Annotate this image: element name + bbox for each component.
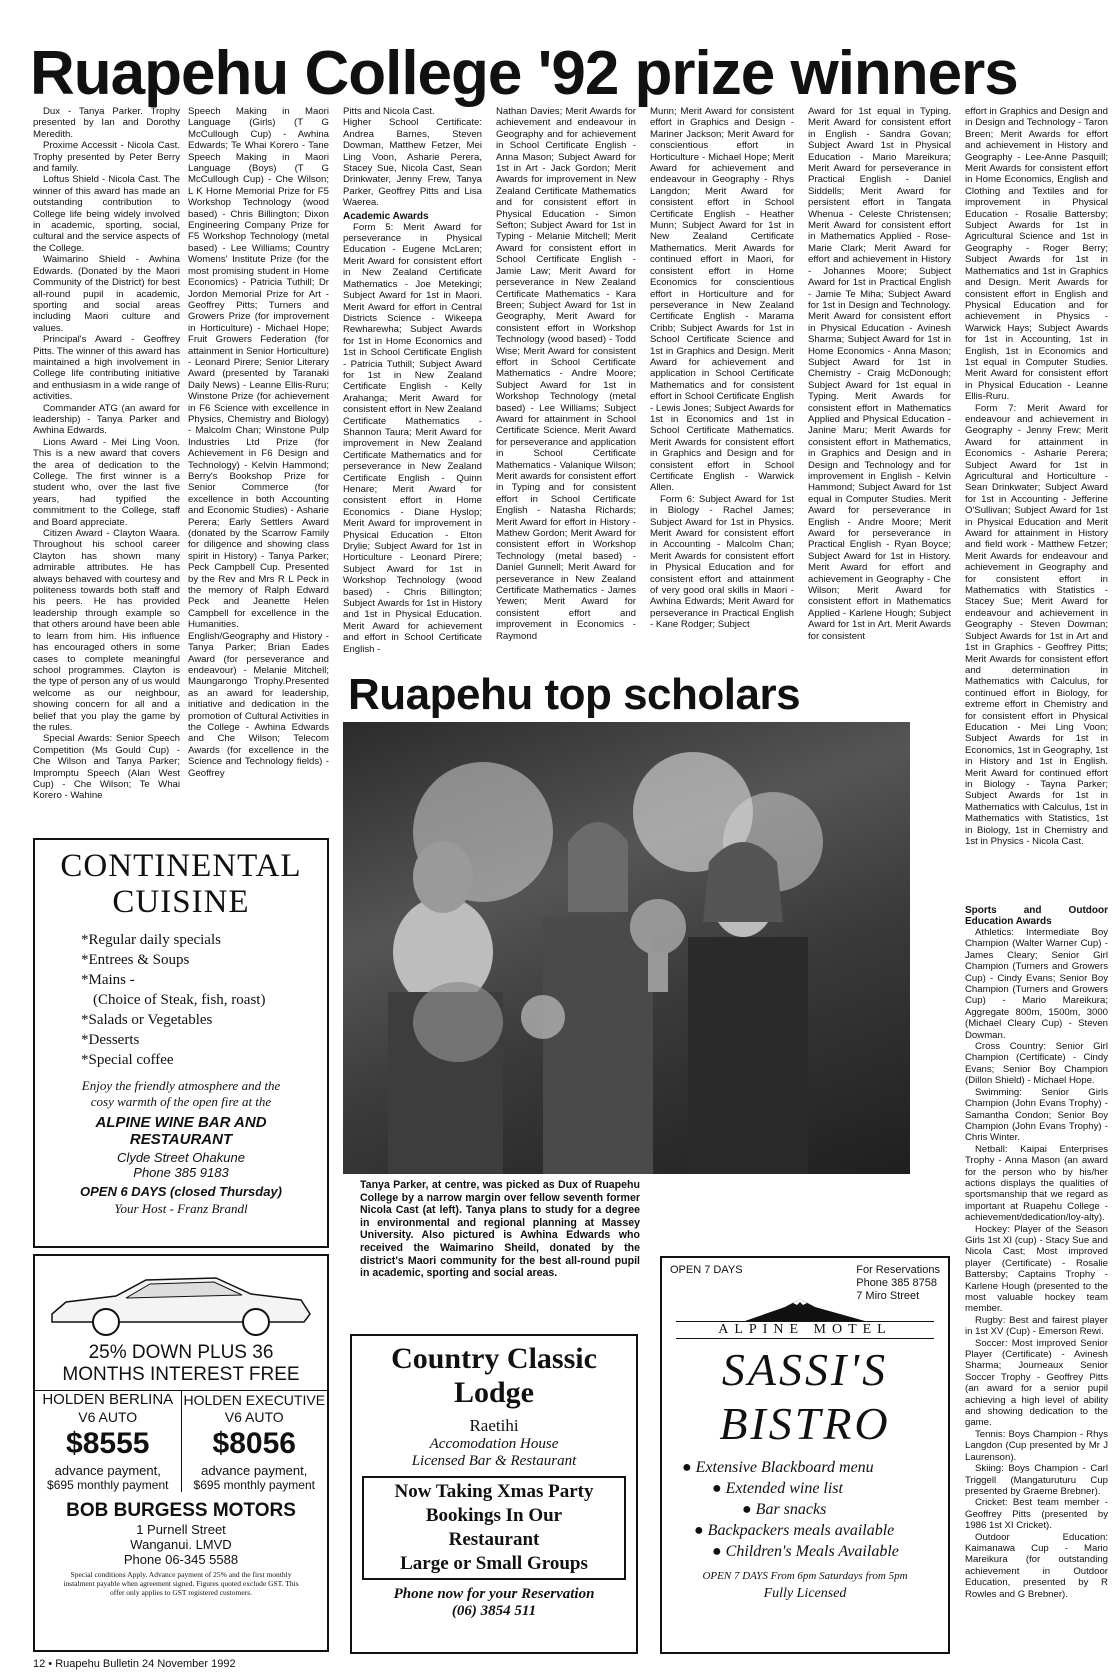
paragraph: Dux - Tanya Parker. Trophy presented by Ian and Dorothy Meredith. [33, 106, 180, 140]
car-terms: advance payment, [201, 1463, 308, 1478]
paragraph: Athletics: Intermediate Boy Champion (Walter Warner Cup) - James Cleary; Senior Girl Champion (Turners and Growers Cup) - Cindy Evans; Senior Boy Champion (Turners and Growers Cup) - Mario Mareikura; Aggregate 800m, 1500m, 3000 (Michael Cleary Cup) - Steven Dowman. [965, 927, 1108, 1041]
feature-label: Bar snacks [755, 1501, 827, 1518]
paragraph: Skiing: Boys Champion - Carl Triggell (Mangaturuturu Cup presented by Graeme Brebner). [965, 1463, 1108, 1497]
reservations-block [856, 1264, 940, 1303]
ad-address: Clyde Street Ohakune [117, 1150, 245, 1165]
paragraph: Swimming: Senior Girls Champion (John Evans Trophy) - Samantha Condon; Senior Boy Champion (John Evans Trophy) - Chris Winter. [965, 1086, 1108, 1144]
ad-title: Country Classic [391, 1342, 597, 1375]
ad-venue: RESTAURANT [129, 1131, 233, 1148]
paragraph: Higher School Certificate: Andrea Barnes, Steven Dowman, Matthew Fetzer, Mei Ling Voon, Asharie Perera, Stacey Sue, Nicola Cast, Sean Drinkwater, Jenny Frew, Tanya Parker, Geoffrey Pitts and Lisa Waerea. [343, 117, 482, 209]
article-column-1 [33, 106, 180, 806]
scholars-photo [343, 722, 910, 1174]
ad-venue: ALPINE WINE BAR AND [95, 1114, 267, 1131]
ad-country-classic-lodge [350, 1334, 638, 1654]
car-terms: $695 monthly payment [193, 1478, 315, 1492]
paragraph: Cricket: Best team member - Geoffrey Pitts (presented by 1986 1st XI Cricket). [965, 1497, 1108, 1532]
ad-line: Accomodation House [429, 1436, 559, 1452]
feature-item [682, 1478, 948, 1499]
paragraph: Nathan Davies; Merit Awards for achievement and endeavour in Geography and for achievement in School Certificate English - Anna Mason; Subject Award for 1st in Art - Jack Gordon; Merit Awards for improvement in New Zealand Certificate Mathematics and for consistent effort in Physical Education - Simon Sefton; Subject Award for 1st in Typing - Melanie Mitchell; Merit Award for consistent effort in School Certificate English - Jamie Law; Merit Award for perseverance in New Zealand Certificate Mathematics - Kara Breen; Subject Award for 1st in Geography, Merit Award for consistent effort in Workshop Technology (wood based) - Todd Wise; Merit Award for consistent effort in School Certificate Mathematics - Andre Moore; Subject Award for 1st in Workshop Technology (metal based) - Lee Williams; Subject Award for attainment in School Certificate Science. Merit Award for perseverance and application in School Certificate Mathematics - Valanique Wilson; Merit awards for consistent effort in Typing and for consistent effort in School Certificate English - Natasha Richards; Merit Award for effort in History - Mathew Gordon; Merit Award for consistent effort in Workshop Technology (metal based) - Daniel Gunnell; Merit Award for perseverance in New Zealand Certificate Mathematics - James Yewen; Merit Award for consistent effort and improvement in Economics - Raymond [496, 106, 636, 642]
bistro-features [682, 1457, 948, 1562]
bistro-licensed: Fully Licensed [763, 1586, 847, 1601]
paragraph: Munn; Merit Award for consistent effort in Graphics and Design - Mariner Jackson; Merit Award for conscientious effort in Horticulture - Michael Hope; Merit Award for achievement and endeavour in Geography - Rhys Langdon; Merit Award for consistent effort in School Certificate English - Heather Munn; Subject Award for 1st in New Zealand Certificate Mathematics. Merit Awards for continued effort in Maori, for consistent effort in Home Economics for conscientious effort in Horticulture and for perseverance in New Zealand Certificate English - Marama Cribb; Subject Awards for 1st in School Certificate Science and 1st in Graphics and Design. Merit Award for achievement and application in School Certificate Mathematics and for consistent effort in School Certificate English - Lewis Jones; Subject Awards for 1st in Economics and 1st in School Certificate Mathematics. Merit Awards for consistent effort in Graphics and Design and for consistent effort in School Certificate English - Warwick Allen. [650, 106, 794, 494]
page-footer: 12 • Ruapehu Bulletin 24 November 1992 [33, 1658, 236, 1670]
ad-top-row [662, 1258, 948, 1303]
price-column-executive [182, 1391, 328, 1492]
car-model: HOLDEN EXECUTIVE [183, 1392, 326, 1408]
paragraph: Proxime Accessit - Nicola Cast. Trophy presented by Peter Berry and family. [33, 140, 180, 175]
ad-title: CUISINE [112, 884, 250, 920]
dealer-name: BOB BURGESS MOTORS [66, 1500, 296, 1521]
paragraph: Commander ATG (an award for leadership) - Tanya Parker and Awhina Edwards. [33, 402, 180, 437]
photo-illustration [343, 722, 910, 1174]
ad-headline: 25% DOWN PLUS 36 [88, 1342, 274, 1363]
price-table [35, 1390, 327, 1492]
paragraph: Loftus Shield - Nicola Cast. The winner of this award has made an outstanding contribution to College life being widely involved in academic, sporting, social, cultural and the service aspects of the College. [33, 174, 180, 254]
car-price: $8056 [212, 1427, 296, 1460]
motel-name: ALPINE MOTEL [676, 1321, 934, 1339]
feature-item [682, 1541, 948, 1562]
article-column-6 [808, 106, 951, 662]
promo-line: Large or Small Groups [400, 1553, 588, 1574]
ad-tagline: Enjoy the friendly atmosphere and the [81, 1078, 281, 1093]
article-column-2 [188, 106, 329, 806]
paragraph: Form 5: Merit Award for perseverance in Physical Education - Eugene McLaren; Merit Award for consistent effort in New Zealand Certificate Mathematics - Joe Metekingi; Subject Award for 1st in Maori. Merit Award for effort in Central Districts Science - Wikeepa Rewharewha; Subject Awards for 1st in Home Economics and 1st in School Certificate English - Patricia Tuthill; Subject Award for 1st in New Zealand Certificate English - Kelly Arahanga; Merit Award for consistent effort in New Zealand Certificate Mathematics - Shannon Taura; Merit Award for improvement in New Zealand Certificate Mathematics and for perseverance in New Zealand Certificate English - Quinn Henare; Merit Award for consistent effort in Home Economics - Diane Hyslop; Merit Award for improvement in Physical Education - Elton Drylie; Subject Award for 1st in Horticulture - Leonard Pirere; Subject Award for 1st in Workshop Technology (wood based) - Chris Billington; Subject Awards for 1st in History and 1st in Physical Education. Merit Award for achievement and effort in School Certificate English - [343, 221, 482, 655]
page-headline: Ruapehu College '92 prize winners [30, 39, 1018, 108]
bistro-name: BISTRO [719, 1398, 891, 1449]
ad-town: Raetihi [469, 1416, 519, 1435]
photo-caption: Tanya Parker, at centre, was picked as Dux of Ruapehu College by a narrow margin over fellow seventh former Nicola Cast (at left). Tanya plans to study for a degree in environmental and regional planning at Massey University. Also pictured is Awhina Edwards who received the Waimarino Sheild, donated by the district's Maori community for the best all-round pupil in academic, sporting and social areas. [360, 1179, 640, 1280]
paragraph: effort in Graphics and Design and in Design and Technology - Taron Breen; Merit Awards for effort and achievement in History and Geography - Lee-Anne Pasquill; Merit Awards for consistent effort in Home Economics, English and Clothing and Textiles and for improvement in Physical Education - Rosalie Battersby; Subject Awards for 1st in Agricultural Science and 1st in Geography - Roger Berry; Subject Awards for 1st in Mathematics and 1st in Graphics and Design. Merit Awards for consistent effort in English and Physical Education and for achievement in Physics - Warwick Hays; Subject Awards for 1st in Accounting, 1st in English, 1st in Economics and 1st equal in Computer Studies. Merit Award for consistent effort in Physical Education - Leanne Ellis-Ruru. [965, 106, 1108, 403]
feature-label: Extensive Blackboard menu [695, 1459, 874, 1476]
feature-item [682, 1457, 948, 1478]
section-heading: Sports and Outdoor Education Awards [965, 905, 1108, 927]
dealer-phone: Phone 06-345 5588 [123, 1552, 239, 1567]
paragraph: Hockey: Player of the Season Girls 1st XI (cup) - Stacy Sue and Nicola Cast; Most improved player (Certificate) - Rosalie Battersby; Captains Trophy - Karlene Hough (presented to the most valuable hockey team member. [965, 1223, 1108, 1315]
bistro-hours: OPEN 7 DAYS From 6pm Saturdays from 5pm [702, 1570, 908, 1582]
bistro-name: SASSI'S [721, 1344, 889, 1395]
article-column-5 [650, 106, 794, 662]
paragraph: Citizen Award - Clayton Waara. Throughout his school career Clayton has shown many admirable attributes. He has always behaved with courtesy and politeness towards both staff and his peers. He has provided leadership through example so that others around have been able to learn from him. His influence has encouraged others in some cases to complete meaningful school programmes. Clayton is the type of person any of us would welcome as our neighbour, showing concern for all and a belief that you play the game by the rules. [33, 528, 180, 733]
ad-headline: MONTHS INTEREST FREE [62, 1364, 300, 1385]
ad-phone: (06) 3854 511 [451, 1603, 537, 1619]
ad-bob-burgess-motors [33, 1254, 329, 1652]
menu-item: *Entrees & Soups [81, 952, 190, 968]
ad-tagline: cosy warmth of the open fire at the [90, 1094, 272, 1109]
car-terms: advance payment, [54, 1463, 161, 1478]
sub-headline: Ruapehu top scholars [348, 670, 801, 719]
reservations-address: 7 Miro Street [856, 1290, 920, 1302]
dealer-address: 1 Purnell Street [136, 1522, 226, 1537]
paragraph: Speech Making in Maori Language (Girls) (T G McCullough Cup) - Awhina Edwards; Te Whai Korero - Tane Speech Making in Maori Language (Boys) (T G McCullough Cup) - Che Wilson; L K Horne Memorial Prize for F5 Workshop Technology (wood based) - Chris Billington; Dixon Engineering Company Prize for F5 Workshop Technology (metal based) - Lee Williams; Country Womens' Institute Prize (for the most promising student in Home Economics) - Patricia Tuthill; Dr Jordon Memorial Prize for Art - Geoffrey Pitts; Turners and Growers Prize (for improvement in Horticulture) - Michael Hope; Fruit Growers Federation (for attainment in Senior Horticulture) - Leonard Pirere; Senior Literary Award (presented by Taranaki Daily News) - Leanne Ellis-Ruru; Winstone Prize (for achievement in F6 Science with excellence in Physics, Chemistry and Biology) - Malcolm Chan; Winstone Pulp Industries Ltd Prize (for Achievement in F6 Design and Technology) - Kelvin Hammond; Berry's Bookshop Prize for Senior Commerce (for excellence in both Accounting and Economic Studies) - Asharie Perera; Early Settlers Award (donated by the Scarrow Family for diligence and showing class spirit in History) - Tanya Parker; Peck Campbell Cup. Presented by the Rev and Mrs R L Peck in the memory of Ralph Edward Peck and Jeanette Helen Campbell for excellence in the Humanities. [188, 106, 329, 631]
paragraph: English/Geography and History - Tanya Parker; Brian Eades Award (for perseverance and endeavour) - Melanie Mitchell; Maungarongo Trophy.Presented as an award for leadership, initiative and dedication in the promotion of Cultural Activities in the College - Awhina Edwards and Che Wilson; Telecom Awards (for excellence in the Science and Technology fields) - Geoffrey [188, 630, 329, 779]
ad-phone: Phone 385 9183 [133, 1165, 229, 1180]
menu-item: *Salads or Vegetables [81, 1012, 213, 1028]
ad-open-hours: OPEN 6 DAYS (closed Thursday) [79, 1184, 283, 1199]
bullet-icon: ● [712, 1543, 726, 1560]
fine-print: Special conditions Apply. Advance payment of 25% and the first monthly [70, 1570, 292, 1579]
car-icon [46, 1262, 316, 1342]
car-model: HOLDEN BERLINA [42, 1391, 174, 1408]
paragraph: Tennis: Boys Champion - Rhys Langdon (Cup presented by Mr J Laurenson). [965, 1428, 1108, 1463]
ad-host: Your Host - Franz Brandl [114, 1201, 248, 1216]
paragraph: Pitts and Nicola Cast. [343, 106, 435, 117]
promo-box [362, 1476, 626, 1580]
promo-line: Bookings In Our [425, 1505, 563, 1526]
feature-item [682, 1520, 948, 1541]
fine-print: offer only applies to GST registered customers. [110, 1588, 252, 1597]
car-engine: V6 AUTO [78, 1409, 138, 1425]
paragraph: Lions Award - Mei Ling Voon. This is a new award that covers the area of dedication to the College. The first winner is a student who, over the last five years, had typified the commitment to the College, staff and Board appreciate. [33, 436, 180, 528]
menu-item: *Mains - [81, 972, 135, 988]
paragraph: Award for 1st equal in Typing. Merit Award for consistent effort in English - Sandra Govan; Subject Award 1st in Physical Education - Mario Mareikura; Merit Award for perseverance in Practical English - Daniel Siddells; Merit Award for persistent effort in Tangata Whenua - Celeste Christensen; Merit Award for consistent effort in Mathematics Applied - Rose-Marie Clark; Merit Award for effort and achievement in History - Johannes Moore; Subject Award for 1st in Practical English - Jamie Te Miha; Subject Award for 1st in Design and Technology. Merit Award for consistent effort in Physical Education - Avinesh Sharma; Subject Award for 1st in Home Economics - Anna Mason; Subject Award for 1st in Chemistry - Craig McDonough; Subject Award for 1st equal in Typing. Merit Awards for consistent effort in Mathematics Applied and Physical Education - Janine Maru; Merit Awards for consistent effort in Mathematics, in Graphics and Design and in Design and Technology and for improvement in English - Kelvin Hammond; Subject Award for 1st equal in Computer Studies. Merit Award for perseverance in English - Andre Moore; Merit Award for perseverance in Practical English - Ryan Boyce; Subject Award for 1st in History. Merit Award for effort and achievement in Geography - Che Wilson; Merit Award for consistent effort in Mathematics Applied - Karlene Hough; Subject Award for 1st in Art. Merit Awards for consistent [808, 106, 951, 642]
sports-awards-column [965, 903, 1108, 1658]
car-engine: V6 AUTO [224, 1409, 284, 1425]
bullet-icon: ● [682, 1459, 696, 1476]
bullet-icon: ● [742, 1501, 756, 1518]
promo-line: Restaurant [448, 1529, 540, 1550]
paragraph: Soccer: Most improved Senior Player (Certificate) - Avinesh Sharma; Journeaux Senior Soccer Trophy - Geoffrey Pitts (an award for a senior pupil achieving a high level of ability and showing dedication to the game. [965, 1337, 1108, 1429]
car-price: $8555 [66, 1427, 150, 1460]
fine-print: instalment payable when agreement signed. Figures quoted exclude GST. This [63, 1579, 299, 1588]
menu-item: *Special coffee [81, 1052, 174, 1068]
mountain-icon [745, 1299, 865, 1321]
reservations-phone: Phone 385 8758 [856, 1277, 937, 1289]
feature-label: Extended wine list [725, 1480, 843, 1497]
paragraph: Form 7: Merit Award for endeavour and achievement in Geography - Jenny Frew; Merit Award for attainment in Economics - Asharie Perera; Subject Award for 1st in Agricultural and Horticulture - Sean Drinkwater; Subject Award for 1st in Accounting - Jefferine O'Sullivan; Subject Award for 1st in Physical Education and Merit Award for attainment in History and field work - Matthew Fetzer; Merit Awards for endeavour and achievement in Geography and for consistent effort in Mathematics with Statistics - Stacey Sue; Merit Award for endeavour and achievement in Geography - Steven Dowman; Subject Awards for 1st in Art and 1st in Graphics - Geoffrey Pitts; Merit Awards for consistent effort and determination in Mathematics with Calculus, for continued effort in Biology, for extreme effort in Chemistry and for consistent effort in Physical Education - Mei Ling Voon; Subject Awards for 1st in Economics, 1st in Geography, 1st in History and 1st in English. Merit Award for continued effort in Biology - Tayna Parker; Subject Awards for 1st in Mathematics with Calculus, 1st in Mathematics with Statistics, 1st in Biology, 1st in Chemistry and 1st in Physics - Nicola Cast. [965, 402, 1108, 847]
menu-item: *Desserts [81, 1032, 140, 1048]
paragraph: Rugby: Best and fairest player in 1st XV (Cup) - Emerson Rewi. [965, 1314, 1108, 1338]
paragraph: Cross Country: Senior Girl Champion (Certificate) - Cindy Evans; Senior Boy Champion (Dillon Shield) - Michael Hope. [965, 1041, 1108, 1087]
menu-list [81, 930, 327, 1070]
section-heading: Academic Awards [343, 210, 429, 222]
price-column-berlina [35, 1391, 182, 1492]
menu-item: (Choice of Steak, fish, roast) [93, 992, 266, 1008]
paragraph: Outdoor Education: Kaimanawa Cup - Mario Mareikura (for outstanding achievement in Outdoor Education, presented by R Rowles and G Brebner). [965, 1531, 1108, 1600]
ad-open-days: OPEN 7 DAYS [670, 1264, 743, 1276]
ad-line: Licensed Bar & Restaurant [411, 1453, 577, 1469]
ad-cta: Phone now for your Reservation [393, 1586, 595, 1602]
paragraph: Waimarino Shield - Awhina Edwards. (Donated by the Maori Community of the District) for best all-round pupil in academic, sporting and social areas including Maori culture and values. [33, 254, 180, 334]
car-terms: $695 monthly payment [47, 1478, 169, 1492]
paragraph: Form 6: Subject Award for 1st in Biology - Rachel James; Subject Award for 1st in Physics. Merit Award for consistent effort in Accounting - Malcolm Chan; Merit Awards for consistent effort in Physical Education and for consistent effort and attainment of very good oral skills in Maori - Awhina Edwards; Merit Award for perseverance in Practical English - Kane Rodger; Subject [650, 493, 794, 631]
ad-continental-cuisine [33, 838, 329, 1248]
paragraph: Netball: Kaipai Enterprises Trophy - Anna Mason (an award for the person who by his/her actions displays the qualities of sportsmanship that we regard as important at Ruapehu College - achievement/dedication/loy-alty). [965, 1143, 1108, 1224]
bullet-icon: ● [694, 1522, 708, 1539]
article-column-4 [496, 106, 636, 662]
menu-item: *Regular daily specials [81, 932, 221, 948]
ad-title: Lodge [453, 1376, 534, 1409]
feature-label: Children's Meals Available [725, 1543, 899, 1560]
ad-sassis-bistro [660, 1256, 950, 1654]
paragraph: Principal's Award - Geoffrey Pitts. The winner of this award has maintained a high involvement in College life contributing initiative and enthusiasm in a wide range of activities. [33, 334, 180, 403]
ad-title: CONTINENTAL [60, 848, 302, 884]
paragraph: Special Awards: Senior Speech Competition (Ms Gould Cup) - Che Wilson and Tanya Parker; Impromptu Speech (Alan West Cup) - Che Wilson; Te Whai Korero - Wahine [33, 733, 180, 802]
reservations-label: For Reservations [856, 1264, 940, 1276]
article-column-3 [343, 106, 482, 662]
bullet-icon: ● [712, 1480, 726, 1497]
feature-label: Backpackers meals available [707, 1522, 895, 1539]
promo-line: Now Taking Xmas Party [394, 1481, 594, 1502]
dealer-city: Wanganui. LMVD [130, 1537, 232, 1552]
feature-item [682, 1499, 948, 1520]
article-column-7 [965, 106, 1108, 886]
